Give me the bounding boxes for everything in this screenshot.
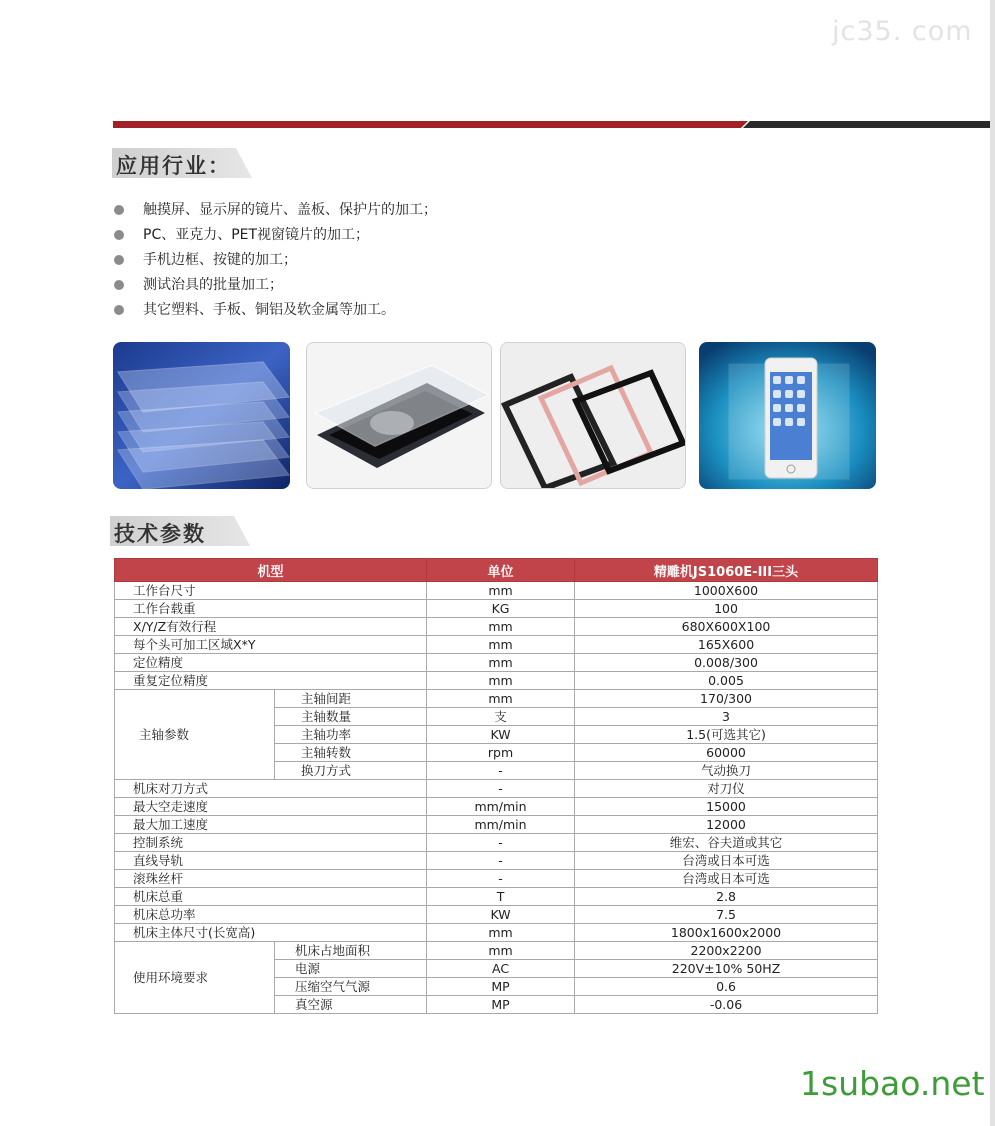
table-row: 主轴功率 KW 1.5(可选其它) xyxy=(115,726,878,744)
table-row: 重复定位精度 mm 0.005 xyxy=(115,672,878,690)
table-row: 滚珠丝杆 - 台湾或日本可选 xyxy=(115,870,878,888)
table-row: 直线导轨 - 台湾或日本可选 xyxy=(115,852,878,870)
table-row: 机床主体尺寸(长宽高) mm 1800x1600x2000 xyxy=(115,924,878,942)
applications-list xyxy=(113,198,437,323)
spec-table xyxy=(114,558,878,1014)
list-item: PC、亚克力、PET视窗镜片的加工； xyxy=(113,223,437,248)
spindle-group-label: 主轴参数 xyxy=(115,690,275,780)
table-header-row xyxy=(115,559,878,582)
table-row: 控制系统 - 维宏、谷夫道或其它 xyxy=(115,834,878,852)
bullet-icon xyxy=(114,205,124,215)
table-row: 工作台载重 KG 100 xyxy=(115,600,878,618)
table-row: 主轴数量 支 3 xyxy=(115,708,878,726)
header-value: 精雕机JS1060E-III三头 xyxy=(575,559,878,582)
table-row: 主轴参数 主轴间距 mm 170/300 xyxy=(115,690,878,708)
table-row: 压缩空气气源 MP 0.6 xyxy=(115,978,878,996)
photo-iphone-glass xyxy=(699,342,876,489)
header-unit: 单位 xyxy=(427,559,575,582)
photo-glass-sheets xyxy=(113,342,290,489)
environment-group-label: 使用环境要求 xyxy=(115,942,275,1014)
list-item: 手机边框、按键的加工； xyxy=(113,248,437,273)
applications-title: 应用行业： xyxy=(116,154,231,178)
photo-frame-glass xyxy=(500,342,686,489)
applications-heading xyxy=(112,148,252,178)
list-item: 测试治具的批量加工； xyxy=(113,273,437,298)
table-row: 真空源 MP -0.06 xyxy=(115,996,878,1014)
list-item: 触摸屏、显示屏的镜片、盖板、保护片的加工； xyxy=(113,198,437,223)
page-edge xyxy=(990,0,995,1126)
list-item: 其它塑料、手板、铜铝及软金属等加工。 xyxy=(113,298,437,323)
table-row: 最大加工速度 mm/min 12000 xyxy=(115,816,878,834)
specs-heading xyxy=(110,516,250,546)
table-row: 机床总重 T 2.8 xyxy=(115,888,878,906)
table-row: 最大空走速度 mm/min 15000 xyxy=(115,798,878,816)
bullet-icon xyxy=(114,280,124,290)
photo-phone-protector xyxy=(306,342,492,489)
table-row: 使用环境要求 机床占地面积 mm 2200x2200 xyxy=(115,942,878,960)
specs-title: 技术参数 xyxy=(114,522,206,546)
table-row: X/Y/Z有效行程 mm 680X600X100 xyxy=(115,618,878,636)
table-row: 主轴转数 rpm 60000 xyxy=(115,744,878,762)
table-row: 换刀方式 - 气动换刀 xyxy=(115,762,878,780)
table-row: 每个头可加工区域X*Y mm 165X600 xyxy=(115,636,878,654)
table-row: 工作台尺寸 mm 1000X600 xyxy=(115,582,878,600)
watermark-bottom: 1subao.net xyxy=(800,1064,985,1103)
table-row: 定位精度 mm 0.008/300 xyxy=(115,654,878,672)
bullet-icon xyxy=(114,305,124,315)
top-divider-bar xyxy=(113,121,990,128)
table-row: 电源 AC 220V±10% 50HZ xyxy=(115,960,878,978)
bullet-icon xyxy=(114,230,124,240)
header-model: 机型 xyxy=(115,559,427,582)
table-row: 机床对刀方式 - 对刀仪 xyxy=(115,780,878,798)
bullet-icon xyxy=(114,255,124,265)
table-row: 机床总功率 KW 7.5 xyxy=(115,906,878,924)
watermark-top: jc35. com xyxy=(832,16,973,47)
